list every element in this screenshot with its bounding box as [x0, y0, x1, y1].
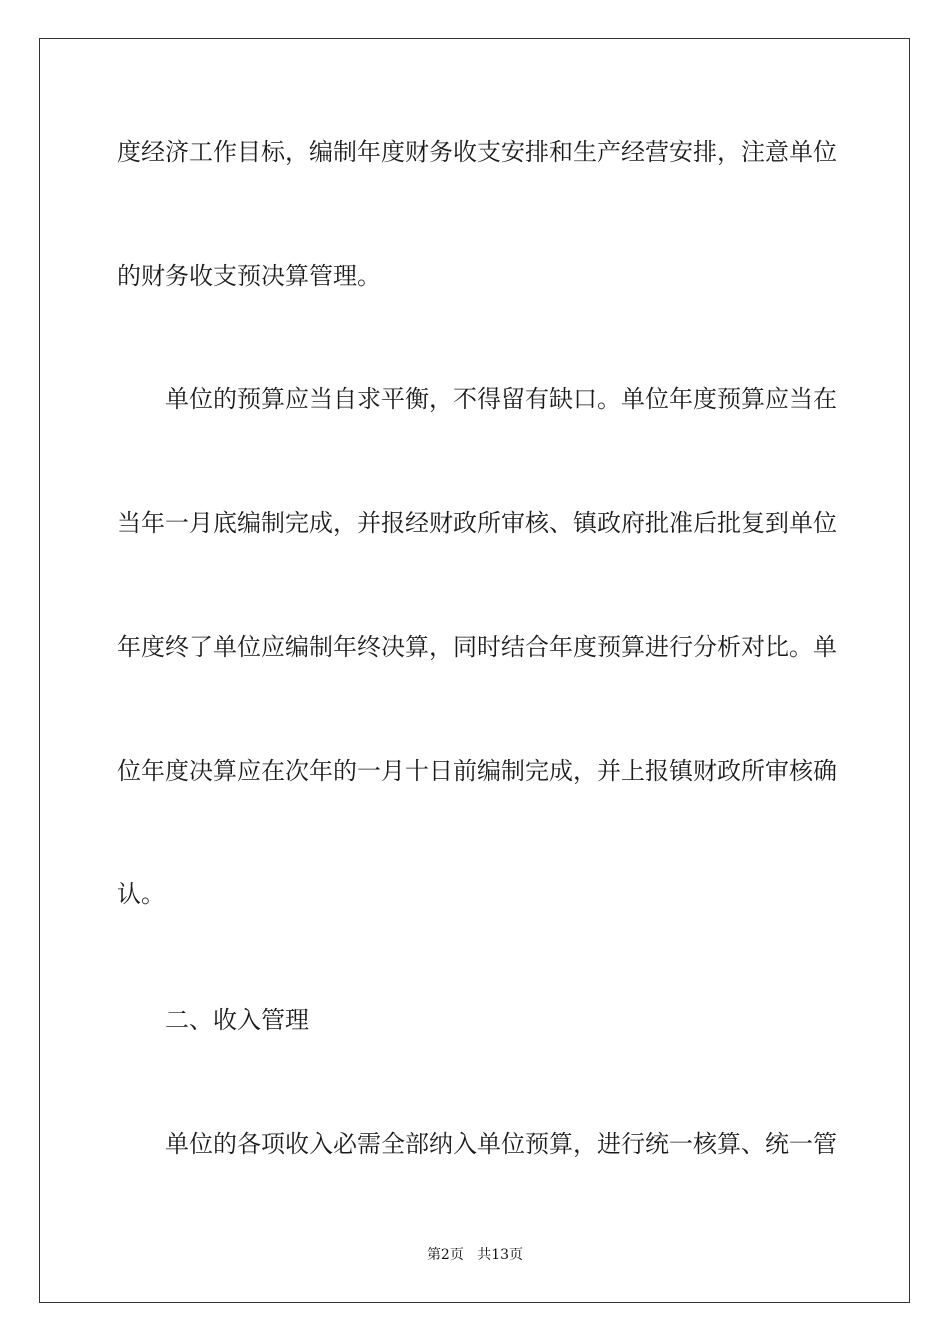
- page-number: 第2页: [426, 1247, 464, 1263]
- page-border: [39, 38, 910, 1303]
- body-line-7: 认。: [117, 880, 165, 908]
- body-line-9: 单位的各项收入必需全部纳入单位预算，进行统一核算、统一管: [165, 1130, 837, 1158]
- body-line-1: 度经济工作目标，编制年度财务收支安排和生产经营安排，注意单位: [117, 138, 837, 166]
- body-line-4: 当年一月底编制完成，并报经财政所审核、镇政府批准后批复到单位: [117, 509, 837, 537]
- body-line-2: 的财务收支预决算管理。: [117, 262, 381, 290]
- page-footer: [0, 1246, 950, 1264]
- body-line-5: 年度终了单位应编制年终决算，同时结合年度预算进行分析对比。单: [117, 633, 837, 661]
- page-total: 共13页: [477, 1247, 524, 1263]
- body-line-6: 位年度决算应在次年的一月十日前编制完成，并上报镇财政所审核确: [117, 757, 837, 785]
- body-line-3: 单位的预算应当自求平衡，不得留有缺口。单位年度预算应当在: [165, 385, 837, 413]
- section-heading: 二、收入管理: [165, 1006, 309, 1034]
